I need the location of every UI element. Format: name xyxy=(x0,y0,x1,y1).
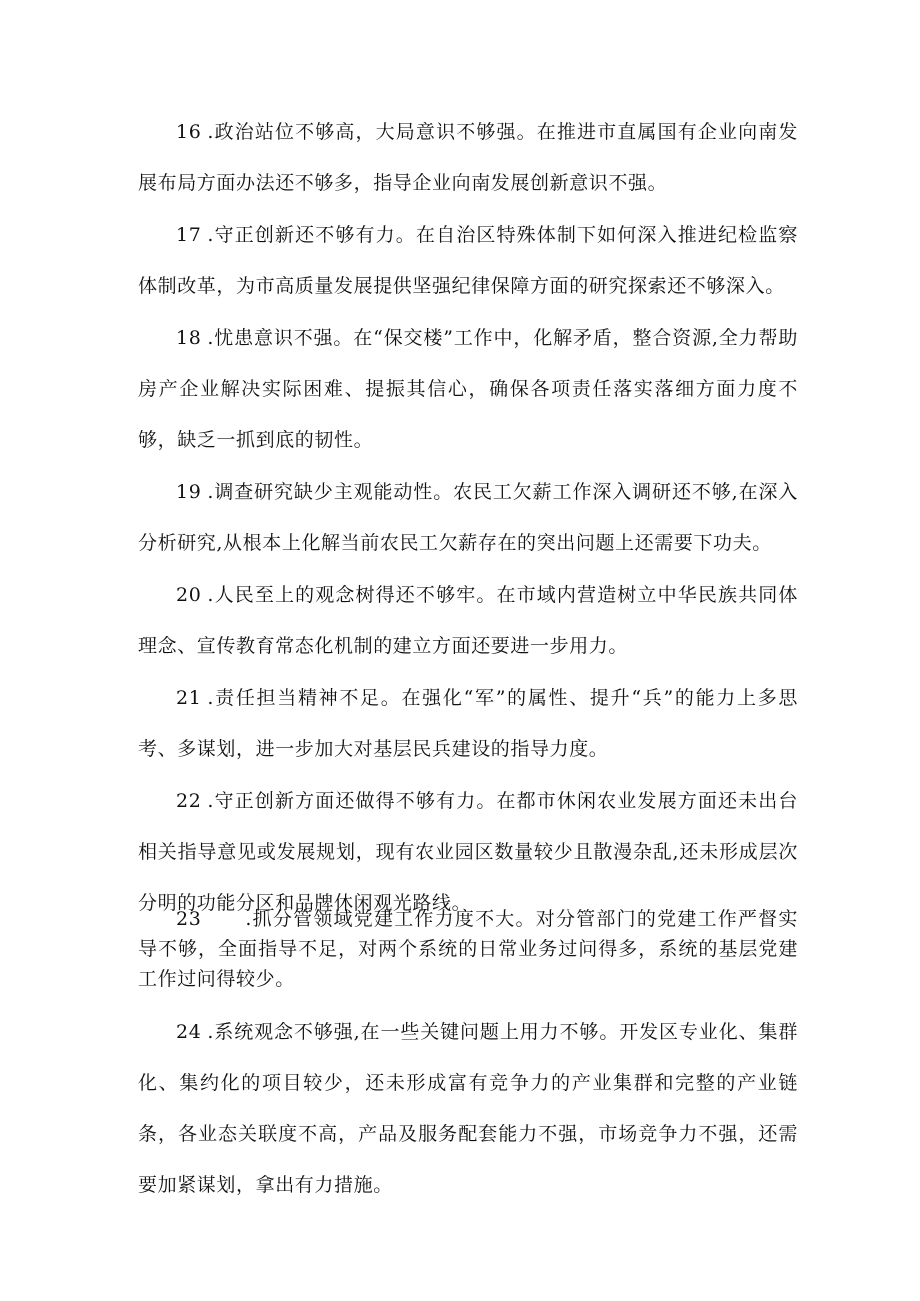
paragraph-16 xyxy=(138,107,798,209)
paragraph-20 xyxy=(138,570,798,672)
paragraph-number: 18 xyxy=(176,327,202,349)
paragraph-text: .责任担当精神不足。在强化“军”的属性、提升“兵”的能力上多思考、多谋划，进一步加大对基层民兵建设的指导力度。 xyxy=(138,687,798,760)
paragraph-number: 19 xyxy=(176,481,202,503)
paragraph-text: .人民至上的观念树得还不够牢。在市域内营造树立中华民族共同体理念、宣传教育常态化机制的建立方面还要进一步用力。 xyxy=(138,584,798,657)
paragraph-17 xyxy=(138,210,798,312)
paragraph-text: .系统观念不够强,在一些关键问题上用力不够。开发区专业化、集群化、集约化的项目较少，还未形成富有竞争力的产业集群和完整的产业链条，各业态关联度不高，产品及服务配套能力不强，市场竞争力不强，还需要加紧谋划，拿出有力措施。 xyxy=(138,1021,798,1196)
paragraph-number: 17 xyxy=(176,224,202,246)
paragraph-number: 23 xyxy=(176,908,202,930)
paragraph-number: 24 xyxy=(176,1021,202,1043)
paragraph-text: .抓分管领域党建工作力度不大。对分管部门的党建工作严督实导不够，全面指导不足，对两个系统的日常业务过问得多，系统的基层党建工作过问得较少。 xyxy=(138,908,798,990)
paragraph-number: 20 xyxy=(176,584,202,606)
paragraph-text: .调查研究缺少主观能动性。农民工欠薪工作深入调研还不够,在深入分析研究,从根本上化解当前农民工欠薪存在的突出问题上还需要下功夫。 xyxy=(138,481,798,554)
paragraph-text: .守正创新还不够有力。在自治区特殊体制下如何深入推进纪检监察体制改革，为市高质量发展提供坚强纪律保障方面的研究探索还不够深入。 xyxy=(138,224,798,297)
paragraph-21 xyxy=(138,673,798,775)
paragraph-number: 21 xyxy=(176,687,202,709)
paragraph-text: .政治站位不够高，大局意识不够强。在推进市直属国有企业向南发展布局方面办法还不够多，指导企业向南发展创新意识不强。 xyxy=(138,121,798,194)
paragraph-number: 16 xyxy=(176,121,202,143)
paragraph-text: .忧患意识不强。在“保交楼”工作中，化解矛盾，整合资源,全力帮助房产企业解决实际困难、提振其信心，确保各项责任落实落细方面力度不够，缺乏一抓到底的韧性。 xyxy=(138,327,798,451)
paragraph-18 xyxy=(138,313,798,466)
paragraph-text: .守正创新方面还做得不够有力。在都市休闲农业发展方面还未出台相关指导意见或发展规划，现有农业园区数量较少且散漫杂乱,还未形成层次分明的功能分区和品牌休闲观光路线。 xyxy=(138,790,798,914)
paragraph-number: 22 xyxy=(176,790,202,812)
paragraph-24 xyxy=(138,1007,798,1211)
paragraph-23 xyxy=(138,904,798,994)
paragraph-19 xyxy=(138,467,798,569)
